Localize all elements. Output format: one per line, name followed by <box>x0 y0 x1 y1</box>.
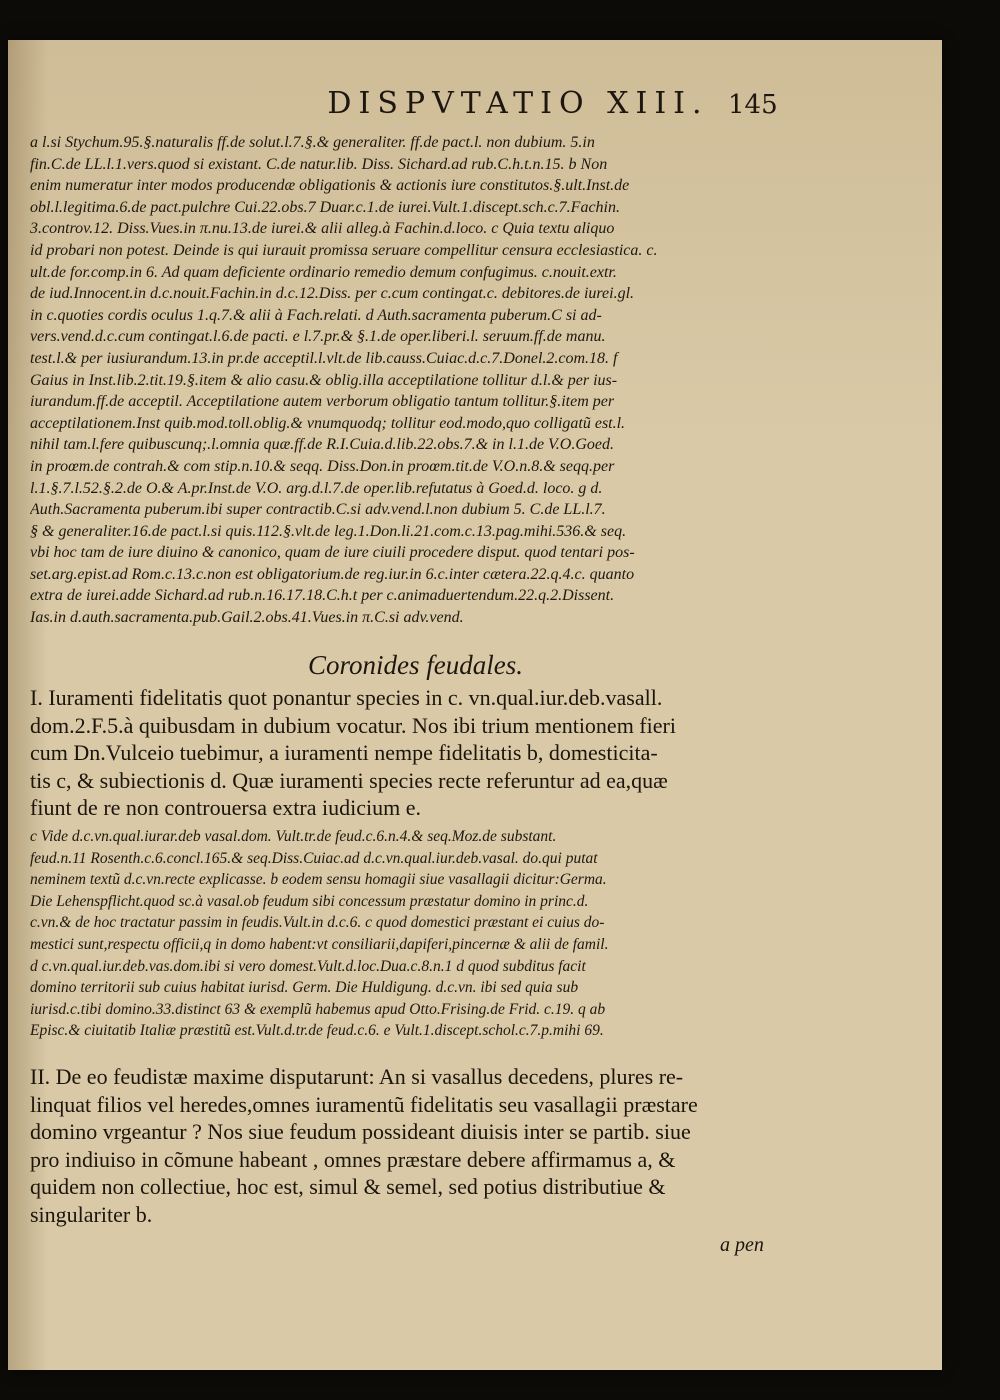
section-heading: Coronides feudales. <box>308 650 523 680</box>
footnote-line: obl.l.legitima.6.de pact.pulchre Cui.22.obs.7 Duar.c.1.de iurei.Vult.1.discept.sch.c.7.Fachin. <box>30 198 620 216</box>
footnote-line: Ias.in d.auth.sacramenta.pub.Gail.2.obs.41.Vues.in π.C.si adv.vend. <box>30 609 464 627</box>
footnote-line: 3.controv.12. Diss.Vues.in π.nu.13.de iurei.& alii alleg.à Fachin.d.loco. c Quia textu aliquo <box>30 220 615 238</box>
text-line: domino vrgeantur ? Nos siue feudum possideant diuisis inter se partib. siue <box>30 1119 691 1144</box>
text-line: linquat filios vel heredes,omnes iuramentũ fidelitatis seu vasallagii præstare <box>30 1091 698 1117</box>
footnote-line: § & generaliter.16.de pact.l.si quis.112.§.vlt.de leg.1.Don.li.21.com.c.13.pag.mihi.536.& seq. <box>30 522 627 540</box>
footnote-line: neminem textũ d.c.vn.recte explicasse. b eodem sensu homagii siue vasallagii dicitur:Germa. <box>30 871 607 889</box>
text-line: singulariter b. <box>30 1201 153 1227</box>
page-number: 145 <box>728 90 778 120</box>
footnote-line: acceptilationem.Inst quib.mod.toll.oblig.& vnumquodq; tollitur eod.modo,quo colligatũ est.l. <box>30 414 626 432</box>
footnotes-block-2 <box>30 826 790 1042</box>
footnote-line: domino territorii sub cuius habitat iurisd. Germ. Die Huldigung. d.c.vn. ibi sed quia sub <box>30 979 579 997</box>
book-page <box>8 40 942 1370</box>
footnote-line: test.l.& per iusiurandum.13.in pr.de acceptil.l.vlt.de lib.causs.Cuiac.d.c.7.Donel.2.com.18. f <box>30 349 618 367</box>
footnote-line: mestici sunt,respectu officii,q in domo habent:vt consiliarii,dapiferi,pincernæ & alii de famil. <box>30 935 609 953</box>
text-line: II. De eo feudistæ maxime disputarunt: An si vasallus decedens, plures re- <box>30 1064 684 1089</box>
footnote-line: Episc.& ciuitatib Italiæ præstitũ est.Vult.d.tr.de feud.c.6. e Vult.1.discept.schol.c.7.p.mihi 69. <box>30 1022 604 1040</box>
footnote-line: in proœm.de contrah.& com stip.n.10.& seqq. Diss.Don.in proœm.tit.de V.O.n.8.& seqq.per <box>30 457 615 475</box>
footnote-line: id probari non potest. Deinde is qui iurauit promissa seruare compellitur censura ecclesiastica. c. <box>30 241 658 259</box>
footnote-line: Die Lehenspflicht.quod sc.à vasal.ob feudum sibi concessum præstatur domino in princ.d. <box>30 892 589 910</box>
text-line: quidem non collectiue, hoc est, simul & semel, sed potius distributiue & <box>30 1174 666 1199</box>
footnote-line: vbi hoc tam de iure diuino & canonico, quam de iure ciuili procedere disput. quod tentari pos- <box>30 544 635 562</box>
footnote-line: c Vide d.c.vn.qual.iurar.deb vasal.dom. Vult.tr.de feud.c.6.n.4.& seq.Moz.de substant. <box>30 828 557 845</box>
footnote-line: Gaius in Inst.lib.2.tit.19.§.item & alio casu.& oblig.illa acceptilatione tollitur d.l.& per ius- <box>30 371 618 389</box>
footnote-line: in c.quoties cordis oculus 1.q.7.& alii à Fach.relati. d Auth.sacramenta puberum.C si ad- <box>30 306 602 324</box>
footnote-line: c.vn.& de hoc tractatur passim in feudis.Vult.in d.c.6. c quod domestici præstant ei cuius do- <box>30 914 605 932</box>
running-header: DISPVTATIO XIII. <box>327 86 709 121</box>
catchword: a pen <box>720 1234 764 1256</box>
main-text-block-2 <box>30 1063 790 1228</box>
text-line: dom.2.F.5.à quibusdam in dubium vocatur. Nos ibi trium mentionem fieri <box>30 712 676 738</box>
footnote-line: ult.de for.comp.in 6. Ad quam deficiente ordinario remedio demum confugimus. c.nouit.extr. <box>30 263 617 281</box>
text-line: tis c, & subiectionis d. Quæ iuramenti species recte referuntur ad ea,quæ <box>30 767 668 793</box>
text-line: I. Iuramenti fidelitatis quot ponantur species in c. vn.qual.iur.deb.vasall. <box>30 685 663 710</box>
footnote-line: nihil tam.l.fere quibuscunq;.l.omnia quæ.ff.de R.I.Cuia.d.lib.22.obs.7.& in l.1.de V.O.Goed. <box>30 436 614 454</box>
footnote-line: fin.C.de LL.l.1.vers.quod si existant. C.de natur.lib. Diss. Sichard.ad rub.C.h.t.n.15. b Non <box>30 155 608 173</box>
footnote-line: de iud.Innocent.in d.c.nouit.Fachin.in d.c.12.Diss. per c.cum contingat.c. debitores.de iurei.gl. <box>30 285 635 303</box>
footnote-line: iurisd.c.tibi domino.33.distinct 63 & exemplũ habemus apud Otto.Frising.de Frid. c.19. q ab <box>30 1000 606 1018</box>
footnote-line: enim numeratur inter modos producendæ obligationis & actionis iure constitutos.§.ult.Inst.de <box>30 177 630 195</box>
footnote-line: extra de iurei.adde Sichard.ad rub.n.16.17.18.C.h.t per c.animaduertendum.22.q.2.Dissent. <box>30 587 615 605</box>
footnotes-block-1 <box>30 132 788 629</box>
footnote-line: set.arg.epist.ad Rom.c.13.c.non est obligatorium.de reg.iur.in 6.c.inter cætera.22.q.4.c. quanto <box>30 565 635 583</box>
main-text-block-1 <box>30 684 790 822</box>
footnote-line: iurandum.ff.de acceptil. Acceptilatione autem verborum obligatio tantum tollitur.§.item per <box>30 393 615 411</box>
footnote-line: a l.si Stychum.95.§.naturalis ff.de solut.l.7.§.& generaliter. ff.de pact.l. non dubium. 5.in <box>30 134 595 151</box>
text-line: pro indiuiso in cõmune habeant , omnes præstare debere affirmamus a, & <box>30 1146 676 1172</box>
footnote-line: vers.vend.d.c.cum contingat.l.6.de pacti. e l.7.pr.& §.1.de oper.liberi.l. seruum.ff.de manu. <box>30 328 606 346</box>
text-line: cum Dn.Vulceio tuebimur, a iuramenti nempe fidelitatis b, domesticita- <box>30 740 658 765</box>
footnote-line: feud.n.11 Rosenth.c.6.concl.165.& seq.Diss.Cuiac.ad d.c.vn.qual.iur.deb.vasal. do.qui putat <box>30 849 598 867</box>
text-line: fiunt de re non controuersa extra iudicium e. <box>30 795 421 820</box>
footnote-line: Auth.Sacramenta puberum.ibi super contractib.C.si adv.vend.l.non dubium 5. C.de LL.l.7. <box>30 501 606 519</box>
footnote-line: d c.vn.qual.iur.deb.vas.dom.ibi si vero domest.Vult.d.loc.Dua.c.8.n.1 d quod subditus facit <box>30 957 586 975</box>
footnote-line: l.1.§.7.l.52.§.2.de O.& A.pr.Inst.de V.O. arg.d.l.7.de oper.lib.refutatus à Goed.d. loco. g d. <box>30 479 603 497</box>
